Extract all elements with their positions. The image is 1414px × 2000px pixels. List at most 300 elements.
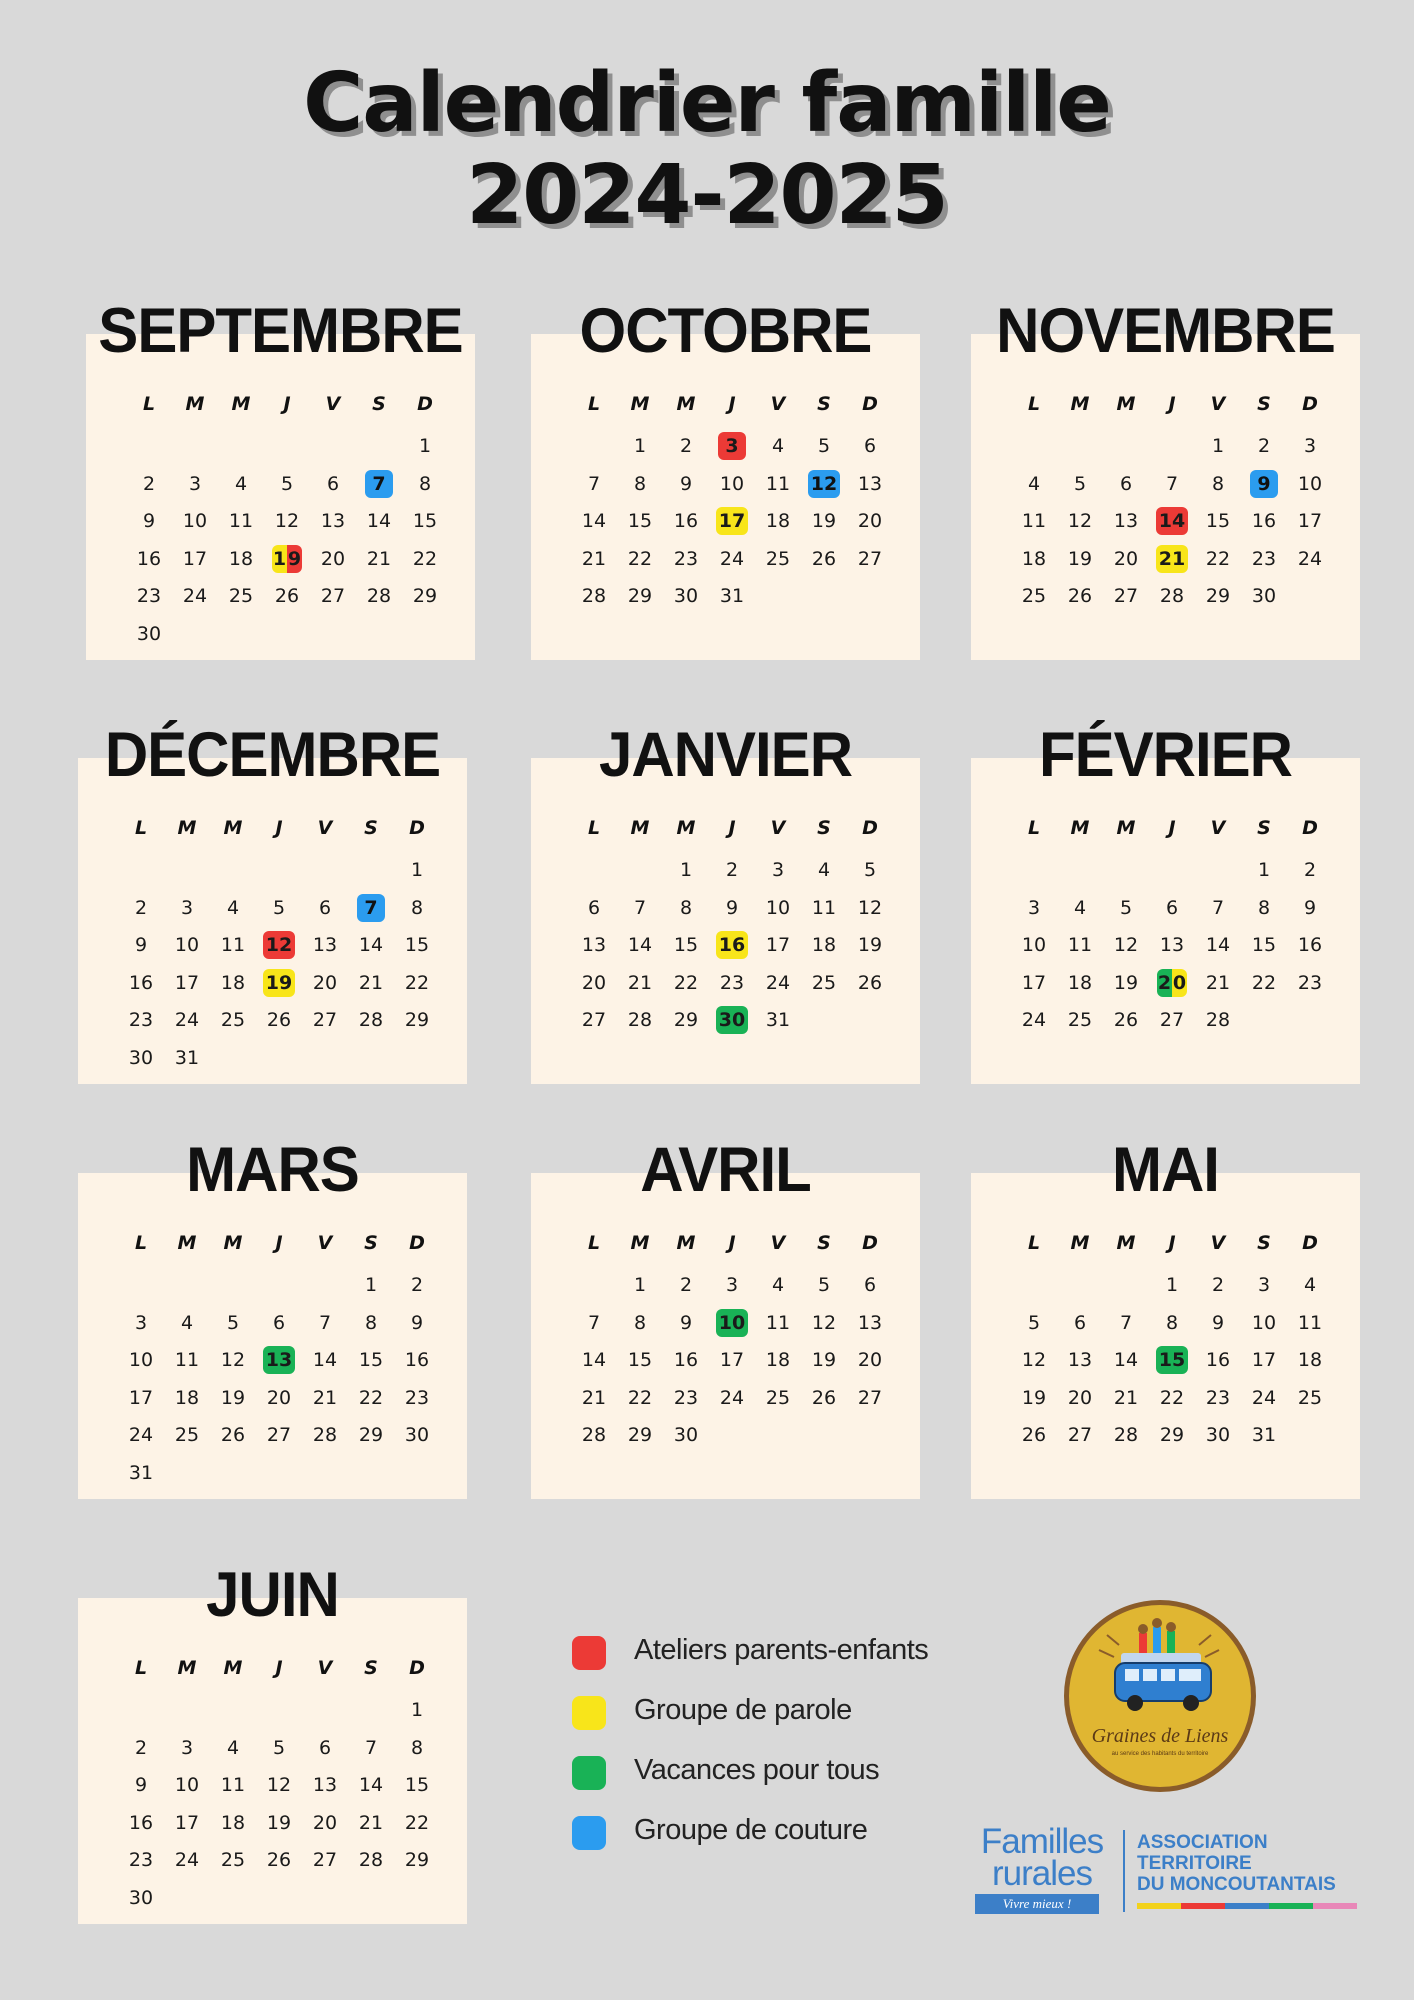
day-cell: 6 (863, 435, 877, 457)
weekday-label: J (275, 1232, 283, 1254)
day-cell: 1 (1211, 435, 1225, 457)
weekday-header (571, 817, 896, 843)
day-cell: 21 (312, 1386, 338, 1409)
day-cell: 28 (1113, 1424, 1139, 1446)
day-cell: 14 (1205, 934, 1231, 956)
day-cell: 19 (1113, 971, 1139, 994)
weekday-label: M (223, 1232, 243, 1254)
day-cell: 4 (234, 472, 248, 495)
day-cell: 1 (1165, 1274, 1179, 1296)
event-marker-split: 2 0 (1157, 969, 1187, 997)
month-name: AVRIL (640, 1134, 811, 1205)
day-cell: 11 (220, 934, 246, 956)
weekday-label: L (587, 393, 601, 415)
event-marker-green: 13 (263, 1346, 295, 1374)
weekday-header (1011, 817, 1336, 843)
day-cell: 25 (765, 547, 791, 570)
day-cell: 5 (1073, 472, 1087, 495)
day-cell: 24 (765, 971, 791, 994)
weekday-label: J (1168, 817, 1176, 839)
weekday-label: M (185, 393, 205, 415)
day-cell: 6 (587, 896, 601, 919)
day-cell: 8 (1257, 896, 1271, 919)
day-cell: 5 (1119, 896, 1133, 919)
weekday-label: D (862, 817, 878, 839)
day-cell: 18 (174, 1386, 200, 1409)
day-cell: 24 (128, 1424, 154, 1446)
day-cell: 17 (174, 971, 200, 994)
day-cell: 4 (226, 896, 240, 919)
day-cell: 17 (128, 1386, 154, 1409)
weekday-label: V (317, 817, 333, 839)
day-cell: 9 (142, 510, 156, 532)
day-cell: 9 (1303, 896, 1317, 919)
day-cell: 2 (410, 1274, 424, 1296)
event-marker-split: 1 9 (272, 545, 302, 573)
month-5 (971, 720, 1360, 1050)
day-cell: 29 (412, 585, 438, 607)
day-cell: 2 (142, 472, 156, 495)
day-cell: 2 (679, 1274, 693, 1296)
weekday-header (118, 1657, 443, 1683)
day-cell: 12 (1113, 934, 1139, 956)
day-cell: 16 (404, 1349, 430, 1371)
weekday-label: V (1210, 817, 1226, 839)
day-cell: 3 (771, 859, 785, 881)
event-marker-yellow: 21 (1156, 545, 1188, 573)
day-cell: 24 (174, 1009, 200, 1031)
weekday-label: D (409, 1657, 425, 1679)
day-cell: 27 (1113, 585, 1139, 607)
weekday-label: V (770, 817, 786, 839)
weekday-label: M (630, 817, 650, 839)
day-cell: 3 (1257, 1274, 1271, 1296)
day-cell: 21 (358, 971, 384, 994)
day-cell: 2 (134, 896, 148, 919)
day-cell: 23 (404, 1386, 430, 1409)
day-cell: 16 (136, 547, 162, 570)
day-cell: 2 (1211, 1274, 1225, 1296)
day-cell: 1 (364, 1274, 378, 1296)
day-cell: 2 (725, 859, 739, 881)
weekday-label: V (1210, 393, 1226, 415)
day-cell: 16 (673, 510, 699, 532)
day-cell: 14 (581, 1349, 607, 1371)
day-cell: 26 (1067, 585, 1093, 607)
day-cell: 22 (404, 1811, 430, 1834)
day-cell: 30 (673, 585, 699, 607)
day-cell: 18 (1067, 971, 1093, 994)
day-cell: 1 (679, 859, 693, 881)
day-cell: 7 (1165, 472, 1179, 495)
day-cell: 13 (312, 1774, 338, 1796)
event-marker-red: 14 (1156, 507, 1188, 535)
day-cell: 30 (136, 622, 162, 645)
day-cell: 18 (220, 971, 246, 994)
day-cell: 1 (633, 1274, 647, 1296)
day-cell: 13 (1067, 1349, 1093, 1371)
event-marker-yellow: 16 (716, 931, 748, 959)
day-cell: 8 (1165, 1311, 1179, 1334)
weekday-label: M (177, 1232, 197, 1254)
day-cell: 17 (1021, 971, 1047, 994)
day-cell: 10 (128, 1349, 154, 1371)
day-cell: 5 (1027, 1311, 1041, 1334)
day-cell: 13 (857, 1311, 883, 1334)
weekday-label: D (1302, 1232, 1318, 1254)
day-cell (256, 1345, 302, 1375)
day-cell: 23 (719, 971, 745, 994)
day-cell: 29 (358, 1424, 384, 1446)
day-cell: 6 (272, 1311, 286, 1334)
day-cell: 26 (220, 1424, 246, 1446)
day-cell: 13 (312, 934, 338, 956)
day-cell: 8 (410, 896, 424, 919)
month-name: DÉCEMBRE (104, 719, 441, 790)
day-cell (709, 431, 755, 461)
day-grid (126, 431, 451, 661)
day-cell (1149, 968, 1195, 998)
weekday-header (118, 817, 443, 843)
day-cell: 6 (318, 1736, 332, 1759)
day-cell: 19 (1021, 1386, 1047, 1409)
weekday-header (571, 1232, 896, 1258)
weekday-label: L (1027, 817, 1041, 839)
day-cell: 14 (358, 934, 384, 956)
day-cell: 18 (765, 510, 791, 532)
weekday-label: D (1302, 817, 1318, 839)
month-name: SEPTEMBRE (98, 295, 463, 366)
day-cell: 7 (364, 1736, 378, 1759)
day-cell: 25 (765, 1386, 791, 1409)
day-cell: 3 (1027, 896, 1041, 919)
weekday-header (1011, 393, 1336, 419)
month-4 (531, 720, 920, 1050)
weekday-label: M (177, 817, 197, 839)
day-cell: 22 (412, 547, 438, 570)
weekday-label: S (364, 1657, 378, 1679)
day-cell: 5 (272, 1736, 286, 1759)
weekday-label: S (817, 1232, 831, 1254)
day-cell: 27 (857, 547, 883, 570)
day-cell: 4 (771, 435, 785, 457)
month-name: JANVIER (598, 719, 853, 790)
weekday-label: D (862, 393, 878, 415)
weekday-label: V (325, 393, 341, 415)
day-cell: 15 (627, 1349, 653, 1371)
weekday-label: S (1257, 817, 1271, 839)
day-cell: 15 (358, 1349, 384, 1371)
day-cell: 31 (174, 1046, 200, 1069)
day-cell: 24 (1251, 1386, 1277, 1409)
page-title-line2: 2024-2025 (466, 148, 948, 243)
day-cell: 10 (1297, 472, 1323, 495)
day-cell: 28 (581, 1424, 607, 1446)
day-cell: 11 (1297, 1311, 1323, 1334)
day-cell: 3 (188, 472, 202, 495)
day-cell: 25 (228, 585, 254, 607)
weekday-label: M (676, 393, 696, 415)
day-cell: 1 (410, 859, 424, 881)
day-cell: 13 (581, 934, 607, 956)
weekday-label: J (1168, 393, 1176, 415)
familles-rurales-tagline: Vivre mieux ! (975, 1894, 1099, 1914)
day-cell: 16 (128, 1811, 154, 1834)
day-cell: 6 (318, 896, 332, 919)
day-cell: 19 (1067, 547, 1093, 570)
weekday-label: L (587, 1232, 601, 1254)
day-cell: 20 (266, 1386, 292, 1409)
day-cell: 21 (581, 1386, 607, 1409)
weekday-label: L (134, 817, 148, 839)
day-cell: 29 (404, 1009, 430, 1031)
event-marker-blue: 7 (365, 470, 393, 498)
day-cell: 27 (1159, 1009, 1185, 1031)
day-cell: 12 (274, 510, 300, 532)
day-cell: 12 (1067, 510, 1093, 532)
day-cell: 1 (633, 435, 647, 457)
day-cell: 20 (1067, 1386, 1093, 1409)
day-cell: 23 (673, 1386, 699, 1409)
weekday-label: L (142, 393, 156, 415)
day-cell: 19 (811, 1349, 837, 1371)
day-cell: 5 (817, 435, 831, 457)
day-cell: 6 (1073, 1311, 1087, 1334)
day-cell: 9 (134, 934, 148, 956)
day-cell: 14 (358, 1774, 384, 1796)
legend-item-couture (572, 1812, 992, 1852)
month-7 (531, 1135, 920, 1465)
month-8 (971, 1135, 1360, 1465)
weekday-label: D (417, 393, 433, 415)
day-cell: 11 (1067, 934, 1093, 956)
month-name: MARS (186, 1134, 359, 1205)
day-cell: 24 (174, 1849, 200, 1871)
legend-swatch-green (572, 1756, 606, 1790)
day-cell: 20 (312, 1811, 338, 1834)
day-cell: 25 (220, 1849, 246, 1871)
weekday-label: M (1070, 393, 1090, 415)
day-cell: 11 (228, 510, 254, 532)
day-cell: 12 (857, 896, 883, 919)
legend-item-vacances (572, 1752, 992, 1792)
day-cell: 19 (857, 934, 883, 956)
day-cell: 6 (326, 472, 340, 495)
day-cell: 23 (1251, 547, 1277, 570)
day-cell: 10 (174, 1774, 200, 1796)
day-cell: 4 (1027, 472, 1041, 495)
day-cell: 15 (673, 934, 699, 956)
weekday-label: M (630, 393, 650, 415)
logo-divider (1123, 1830, 1125, 1912)
day-cell: 27 (266, 1424, 292, 1446)
day-cell: 26 (811, 547, 837, 570)
weekday-header (571, 393, 896, 419)
legend-item-ateliers (572, 1632, 992, 1672)
weekday-header (1011, 1232, 1336, 1258)
weekday-label: M (1070, 817, 1090, 839)
day-cell: 7 (1119, 1311, 1133, 1334)
weekday-label: J (728, 393, 736, 415)
weekday-label: M (1116, 393, 1136, 415)
day-cell: 27 (1067, 1424, 1093, 1446)
graines-de-liens-name: Graines de Liens (1091, 1725, 1229, 1747)
day-cell: 14 (312, 1349, 338, 1371)
event-marker-yellow: 19 (263, 969, 295, 997)
day-cell: 2 (679, 435, 693, 457)
day-cell: 20 (1113, 547, 1139, 570)
month-name: JUIN (206, 1559, 339, 1630)
day-cell: 23 (136, 585, 162, 607)
van-icon (1069, 1605, 1251, 1787)
day-cell: 26 (266, 1849, 292, 1871)
weekday-label: M (1116, 1232, 1136, 1254)
day-cell: 2 (134, 1736, 148, 1759)
day-grid (571, 431, 896, 661)
legend-item-parole (572, 1692, 992, 1732)
day-cell (1149, 544, 1195, 574)
day-cell: 10 (1021, 934, 1047, 956)
day-grid (1011, 855, 1336, 1085)
day-cell: 3 (134, 1311, 148, 1334)
day-cell: 24 (182, 585, 208, 607)
event-marker-red: 12 (263, 931, 295, 959)
day-cell: 28 (1205, 1009, 1231, 1031)
day-cell: 5 (817, 1274, 831, 1296)
day-cell: 24 (719, 1386, 745, 1409)
weekday-label: M (223, 817, 243, 839)
weekday-label: J (275, 1657, 283, 1679)
weekday-label: J (275, 817, 283, 839)
day-grid (571, 855, 896, 1085)
day-cell: 22 (1205, 547, 1231, 570)
day-cell: 29 (404, 1849, 430, 1871)
month-1 (531, 296, 920, 626)
event-marker-green: 30 (716, 1006, 748, 1034)
day-cell: 29 (1205, 585, 1231, 607)
day-cell: 14 (366, 510, 392, 532)
day-cell: 4 (226, 1736, 240, 1759)
day-cell: 7 (587, 1311, 601, 1334)
day-cell: 27 (312, 1849, 338, 1871)
day-cell: 9 (134, 1774, 148, 1796)
day-cell (356, 469, 402, 499)
day-cell: 16 (1297, 934, 1323, 956)
month-2 (971, 296, 1360, 626)
weekday-label: V (770, 393, 786, 415)
day-cell: 29 (673, 1009, 699, 1031)
day-cell: 8 (633, 1311, 647, 1334)
day-cell: 18 (765, 1349, 791, 1371)
weekday-label: L (1027, 1232, 1041, 1254)
day-cell: 21 (1113, 1386, 1139, 1409)
weekday-label: J (728, 817, 736, 839)
day-cell: 8 (364, 1311, 378, 1334)
day-cell: 11 (765, 472, 791, 495)
day-cell: 7 (1211, 896, 1225, 919)
day-cell: 22 (358, 1386, 384, 1409)
month-0 (86, 295, 475, 645)
event-marker-red: 3 (718, 432, 746, 460)
association-name (1137, 1832, 1377, 1895)
day-grid (1011, 431, 1336, 661)
day-cell: 9 (679, 472, 693, 495)
weekday-label: L (134, 1657, 148, 1679)
month-name: OCTOBRE (579, 295, 872, 366)
association-color-stripe (1137, 1903, 1357, 1909)
day-cell: 30 (673, 1424, 699, 1446)
day-cell: 17 (719, 1349, 745, 1371)
day-cell: 23 (128, 1009, 154, 1031)
weekday-label: M (630, 1232, 650, 1254)
weekday-header (126, 393, 451, 419)
weekday-label: V (317, 1232, 333, 1254)
day-cell: 15 (627, 510, 653, 532)
day-cell: 3 (1303, 435, 1317, 457)
day-cell: 9 (410, 1311, 424, 1334)
weekday-label: J (283, 393, 291, 415)
page-title-line1: Calendrier famille (303, 56, 1111, 151)
familles-rurales-line2: rurales (992, 1854, 1092, 1893)
day-cell: 28 (627, 1009, 653, 1031)
day-cell: 11 (220, 1774, 246, 1796)
day-cell (256, 968, 302, 998)
day-cell: 30 (128, 1886, 154, 1909)
legend-swatch-blue (572, 1816, 606, 1850)
day-cell: 28 (358, 1009, 384, 1031)
day-cell: 28 (366, 585, 392, 607)
day-cell: 25 (1021, 585, 1047, 607)
day-cell: 22 (1251, 971, 1277, 994)
day-cell: 5 (280, 472, 294, 495)
day-cell: 12 (266, 1774, 292, 1796)
weekday-label: V (1210, 1232, 1226, 1254)
day-cell: 22 (404, 971, 430, 994)
day-cell: 22 (1159, 1386, 1185, 1409)
familles-rurales-line1: Familles (980, 1822, 1104, 1861)
weekday-label: D (409, 1232, 425, 1254)
day-cell: 19 (220, 1386, 246, 1409)
day-cell: 7 (318, 1311, 332, 1334)
event-marker-green: 10 (716, 1309, 748, 1337)
day-cell: 1 (1257, 859, 1271, 881)
day-cell: 18 (220, 1811, 246, 1834)
day-cell: 6 (863, 1274, 877, 1296)
weekday-label: M (223, 1657, 243, 1679)
day-cell: 11 (1021, 510, 1047, 532)
weekday-label: M (1070, 1232, 1090, 1254)
day-cell: 8 (1211, 472, 1225, 495)
association-line1: ASSOCIATION (1137, 1832, 1268, 1853)
day-cell: 23 (1205, 1386, 1231, 1409)
day-cell: 27 (312, 1009, 338, 1031)
day-cell: 13 (857, 472, 883, 495)
weekday-label: L (587, 817, 601, 839)
day-cell (348, 893, 394, 923)
day-cell: 12 (1021, 1349, 1047, 1371)
day-grid (118, 855, 443, 1085)
legend-swatch-yellow (572, 1696, 606, 1730)
day-cell: 15 (412, 510, 438, 532)
day-cell: 3 (725, 1274, 739, 1296)
day-cell: 17 (174, 1811, 200, 1834)
day-cell (1149, 506, 1195, 536)
day-cell: 2 (1257, 435, 1271, 457)
day-cell: 10 (719, 472, 745, 495)
association-line2: TERRITOIRE (1137, 1853, 1252, 1874)
day-cell: 17 (1251, 1349, 1277, 1371)
day-cell: 7 (587, 472, 601, 495)
